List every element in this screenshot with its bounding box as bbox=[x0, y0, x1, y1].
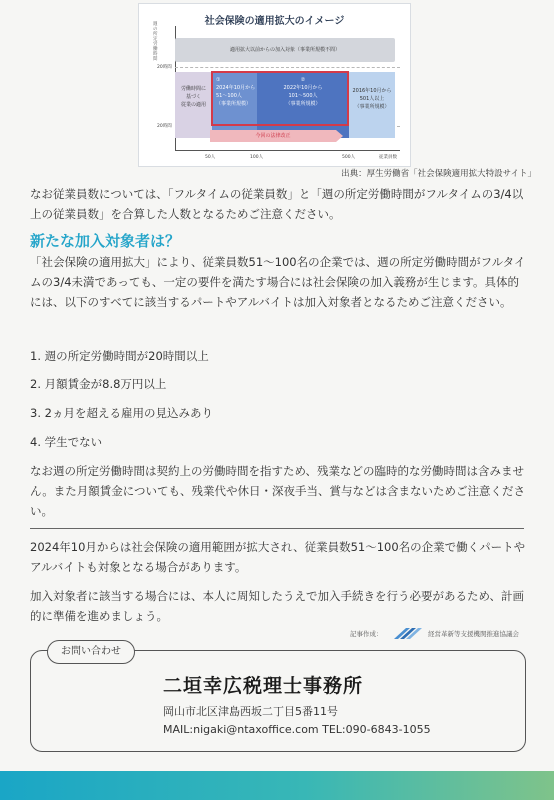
figure-box-b-line: 2022年10月から bbox=[283, 85, 323, 91]
figure-box-c-line: 2016年10月から bbox=[352, 88, 392, 94]
figure-gridline bbox=[175, 67, 400, 68]
figure-box-left-line: 従業の適用 bbox=[180, 102, 206, 108]
figure-x-tick: 50人 bbox=[205, 155, 216, 160]
figure-box-501-plus bbox=[349, 72, 395, 138]
credit-label: 記事作成： bbox=[350, 630, 383, 638]
paragraph-preparation: 加入対象者に該当する場合には、本人に周知したうえで加入手続きを行う必要があるため、計画的に準備を進めましょう。 bbox=[30, 589, 525, 623]
figure-title: 社会保険の適用拡大のイメージ bbox=[204, 16, 345, 27]
figure-highlight-frame bbox=[211, 71, 349, 126]
figure-box-a-line: （事業所規模） bbox=[216, 101, 252, 107]
figure-arrow-icon bbox=[336, 130, 343, 142]
figure-box-b-line: 101～500人 bbox=[288, 93, 318, 99]
paragraph-expansion: 2024年10月からは社会保険の適用範囲が拡大され、従業員数51～100名の企業で働くパートやアルバイトも対象となる場合があります。 bbox=[30, 540, 526, 574]
figure-arrow-label: 今回の法律改正 bbox=[255, 133, 291, 139]
list-item: 2. 月額賃金が8.8万円以上 bbox=[30, 377, 167, 391]
figure-x-axis-label: 従業員数 bbox=[379, 155, 397, 160]
contact-label: お問い合わせ bbox=[47, 640, 135, 664]
article-credit bbox=[350, 626, 550, 642]
divider bbox=[30, 528, 524, 529]
office-mail-tel: MAIL:nigaki@ntaxoffice.com TEL:090-6843-1055 bbox=[163, 723, 431, 736]
list-item: 4. 学生でない bbox=[30, 435, 103, 449]
office-address: 岡山市北区津島西坂二丁目5番11号 bbox=[163, 705, 338, 718]
figure-box-b-line: （事業所規模） bbox=[285, 101, 321, 107]
figure-y-axis-label: 週の所定労働時間 bbox=[153, 22, 158, 62]
figure-y-tick: 20時間 bbox=[157, 65, 172, 70]
figure-box-left-line: 基づく bbox=[185, 94, 201, 100]
figure-box-left bbox=[175, 72, 212, 138]
figure-box-b-line: ② bbox=[300, 77, 306, 83]
paragraph-employee-count: なお従業員数については、「フルタイムの従業員数」と「週の所定労働時間がフルタイムの3/4以上の従業員数」を合算した人数となるためご注意ください。 bbox=[30, 187, 524, 221]
paragraph-new-eligibility: 「社会保険の適用拡大」により、従業員数51～100名の企業では、週の所定労働時間がフルタイムの3/4未満であっても、一定の要件を満たす場合には社会保険の加入義務が生じます。具体的には、以下のすべてに該当するパートやアルバイトは加入対象者となるためご注意ください。 bbox=[30, 255, 526, 309]
figure-source: 出典：厚生労働省「社会保険適用拡大特設サイト」 bbox=[341, 169, 536, 179]
figure-image bbox=[138, 3, 411, 167]
figure-box-a-line: 51～100人 bbox=[216, 93, 242, 99]
figure-box-a-line: 2024年10月から bbox=[216, 85, 256, 91]
figure-box-c-line: （事業所規模） bbox=[354, 104, 390, 110]
section-heading: 新たな加入対象者は？ bbox=[30, 232, 181, 250]
office-name: 二垣幸広税理士事務所 bbox=[163, 675, 364, 697]
figure-x-axis bbox=[175, 150, 400, 151]
credit-organization: 経営革新等支援機関推進協議会 bbox=[428, 630, 519, 638]
paragraph-hours-note: なお週の所定労働時間は契約上の労働時間を指すため、残業などの臨時的な労働時間は含みません。また月額賃金についても、残業代や休日・深夜手当、賞与などは含まないためご注意ください。 bbox=[30, 464, 525, 518]
list-item: 3. 2ヵ月を超える雇用の見込みあり bbox=[30, 406, 213, 420]
list-item: 1. 週の所定労働時間が20時間以上 bbox=[30, 349, 209, 363]
footer-band bbox=[0, 771, 554, 800]
contact-box bbox=[30, 650, 526, 752]
figure-box-left-line: 労働時間に bbox=[180, 86, 206, 92]
organization-logo-icon bbox=[392, 626, 426, 640]
figure-box-c-line: 501人以上 bbox=[359, 96, 385, 102]
figure-x-tick: 500人 bbox=[342, 155, 356, 160]
figure-top-bar: 適用拡大以前からの加入対象（事業所規模不問） bbox=[175, 38, 395, 62]
figure-y-tick: 20時間 bbox=[157, 124, 172, 129]
figure-box-a-line: ① bbox=[216, 77, 221, 83]
figure-x-tick: 100人 bbox=[250, 155, 264, 160]
